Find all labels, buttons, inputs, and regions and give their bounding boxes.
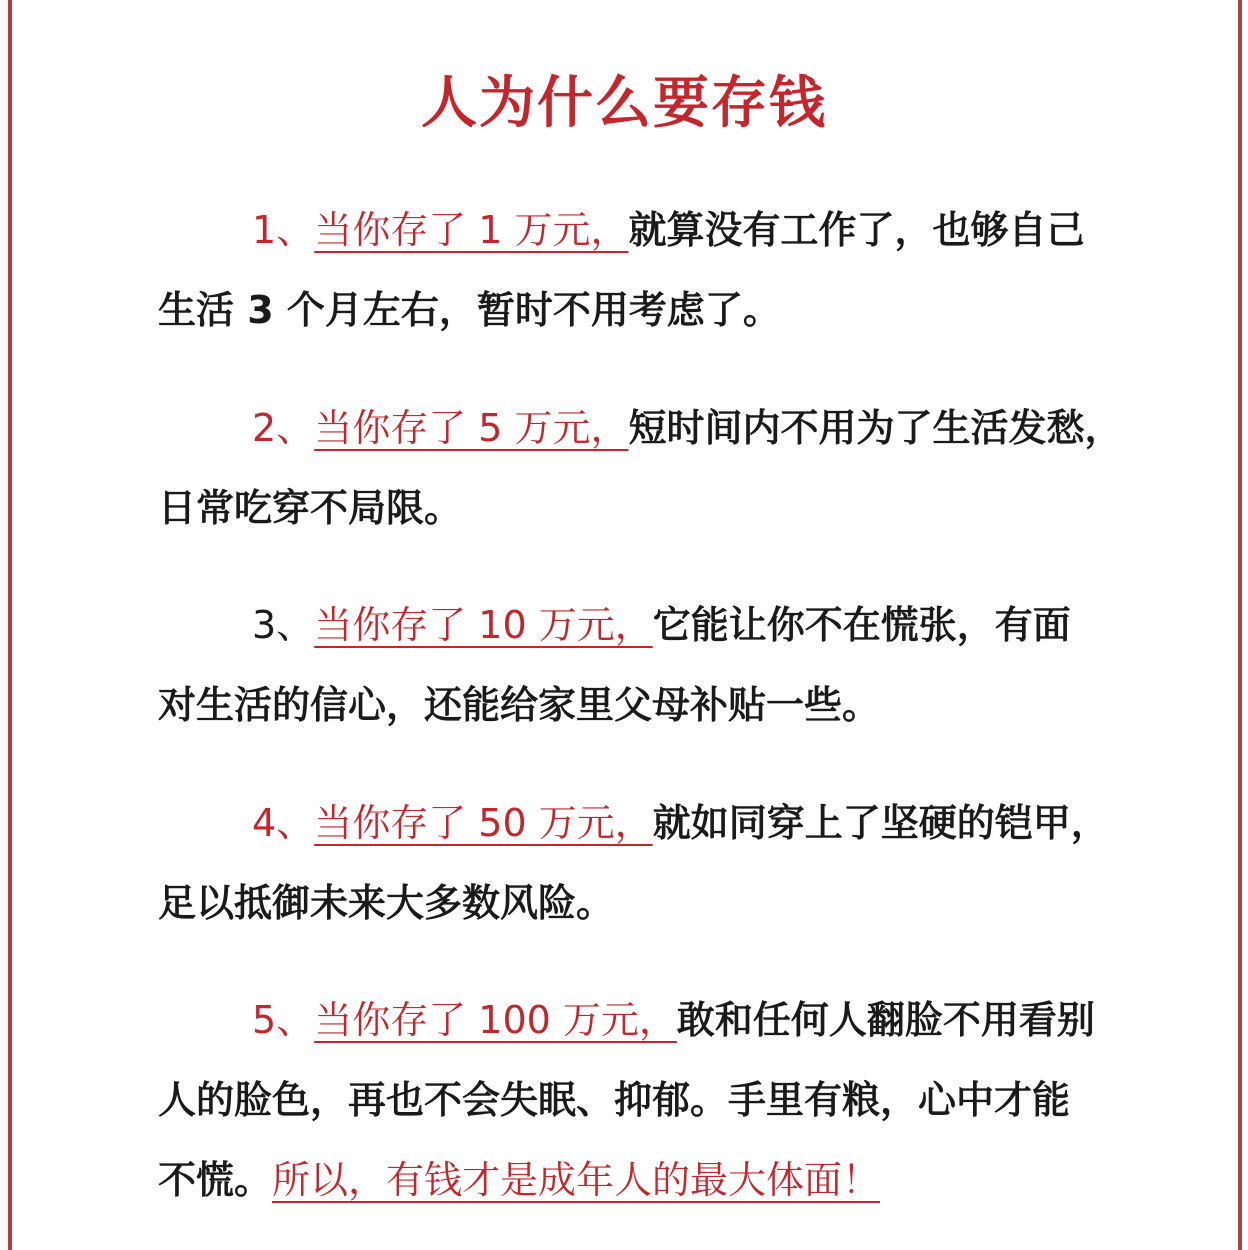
right-border [1238, 0, 1242, 1250]
item-highlight: 当你存了 10 万元， [314, 603, 653, 647]
item-text: 就如同穿上了坚硬的铠甲， [652, 801, 1109, 845]
item-text: 敢和任何人翻脸不用看别 [676, 998, 1095, 1042]
item-text-continued: 对生活的信心，还能给家里父母补贴一些。 [158, 683, 881, 727]
item-number: 4、 [252, 801, 315, 845]
item-highlight: 当你存了 100 万元， [314, 998, 677, 1042]
item-number: 5、 [252, 998, 315, 1042]
list-item-4 [158, 783, 1108, 943]
page-title: 人为什么要存钱 [421, 71, 827, 136]
list-item-3 [158, 585, 1108, 745]
item-number: 2、 [252, 406, 315, 450]
conclusion-highlight: 所以，有钱才是成年人的最大体面！ [272, 1158, 881, 1202]
item-text: 就算没有工作了，也够自己 [628, 208, 1085, 252]
item-highlight: 当你存了 5 万元， [314, 406, 629, 450]
left-border [8, 0, 12, 1250]
item-text: 它能让你不在慌张，有面 [652, 603, 1071, 647]
list-item-2 [158, 388, 1123, 548]
item-text-continued: 足以抵御未来大多数风险。 [158, 881, 615, 925]
item-text-end: 不慌。 [158, 1158, 273, 1202]
list-item-1 [158, 190, 1108, 350]
item-text: 短时间内不用为了生活发愁， [628, 406, 1123, 450]
item-number: 1、 [252, 208, 315, 252]
item-highlight: 当你存了 1 万元， [314, 208, 629, 252]
item-text-continued: 人的脸色，再也不会失眠、抑郁。手里有粮，心中才能 [158, 1078, 1071, 1122]
item-number: 3、 [252, 603, 315, 647]
item-text-continued: 日常吃穿不局限。 [158, 486, 463, 530]
item-highlight: 当你存了 50 万元， [314, 801, 653, 845]
list-item-5 [158, 980, 1108, 1220]
item-text-continued: 生活 3 个月左右，暂时不用考虑了。 [158, 288, 781, 332]
